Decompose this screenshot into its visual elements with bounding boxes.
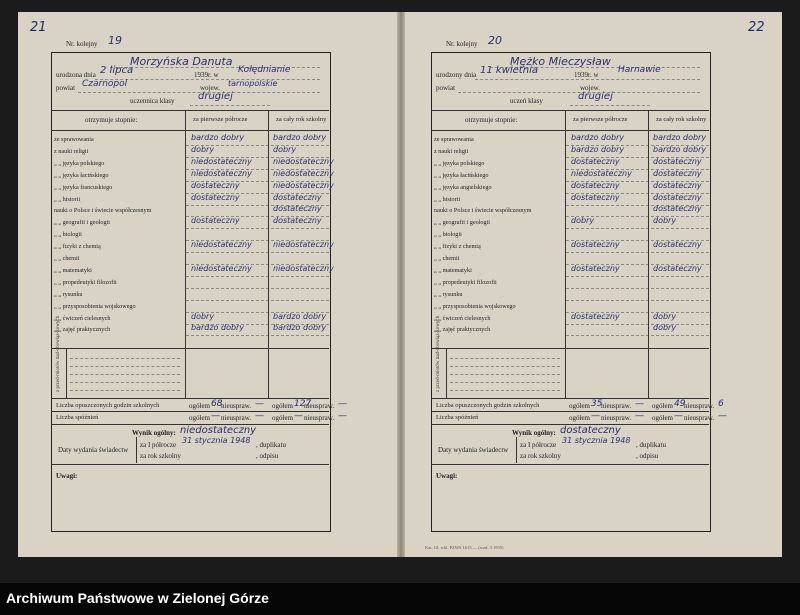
optional-top-line	[51, 348, 329, 349]
record-frame	[431, 52, 711, 532]
grade-first-half: niedostateczny	[191, 168, 252, 178]
late-total: —	[591, 411, 600, 422]
student-name: Mężko Mieczysław	[510, 55, 611, 68]
remarks-top-line	[431, 464, 709, 465]
birth-date: 2 lipca	[100, 65, 134, 76]
born-underline	[95, 79, 320, 80]
subject-label: „ „ geografii i geologii	[54, 219, 111, 227]
class-underline	[570, 105, 650, 106]
subject-label: z nauki religii	[54, 147, 89, 155]
row-divider	[566, 324, 709, 325]
grade-full-year: dostateczny	[653, 263, 702, 273]
subject-label: „ „ języka angielskiego	[434, 183, 492, 191]
subject-label: „ „ ćwiczeń cielesnych	[434, 314, 491, 322]
grade-full-year: dostateczny	[653, 192, 702, 202]
total-label: ogółem	[272, 414, 293, 423]
optional-row	[70, 374, 180, 375]
column-line-2	[648, 110, 649, 398]
optional-row	[70, 390, 180, 391]
grade-first-half: bardzo dobry	[191, 323, 245, 333]
absence-unexcused: —	[338, 399, 347, 410]
record-frame	[51, 52, 331, 532]
result-value: niedostateczny	[180, 425, 257, 437]
optional-row	[450, 358, 560, 359]
nr-label: Nr. kolejny	[66, 40, 98, 48]
row-divider	[186, 300, 329, 301]
powiat-value: Czarnopol	[82, 79, 128, 89]
subject-label: „ „ matematyki	[434, 266, 472, 274]
grade-first-half: dostateczny	[571, 240, 620, 250]
year-date-label: za rok szkolny	[520, 452, 561, 461]
row-divider	[566, 228, 709, 229]
birth-year-label: 1939r. w	[574, 71, 599, 79]
subject-label: „ „ chemii	[434, 255, 460, 262]
archive-caption: Archiwum Państwowe w Zielonej Górze	[6, 590, 269, 606]
subject-label: „ „ języka francuskiego	[54, 183, 113, 191]
header-full-year: za cały rok szkolny	[656, 116, 707, 123]
absence-top-line	[51, 398, 329, 399]
subject-label: „ „ propedeutyki filozofii	[54, 278, 117, 286]
subject-label: „ „ matematyki	[54, 266, 92, 274]
row-divider	[186, 276, 329, 277]
first-half-date: 31 stycznia 1948	[182, 436, 251, 446]
grade-full-year: dobry	[273, 144, 297, 154]
birth-date: 11 kwietnia	[480, 65, 538, 76]
caption-bar	[0, 583, 800, 615]
grade-first-half: dobry	[571, 216, 595, 226]
birth-year-label: 1939r. w	[194, 71, 219, 79]
result-value: dostateczny	[560, 425, 621, 437]
header-subjects: otrzymuje stopnie:	[85, 116, 138, 124]
first-half-date-label: za I półrocze	[140, 441, 177, 450]
grade-first-half: dobry	[191, 311, 215, 321]
subject-label: „ „ rysunku	[54, 290, 83, 298]
absence-mid-line	[51, 411, 329, 412]
header-bottom-line	[51, 130, 329, 131]
grade-first-half: dobry	[191, 144, 215, 154]
grade-first-half: dostateczny	[571, 180, 620, 190]
class-value: drugiej	[578, 91, 613, 102]
total-label: ogółem	[272, 402, 293, 411]
table-top-line	[51, 110, 329, 111]
header-subjects: otrzymuje stopnie:	[465, 116, 518, 124]
row-divider	[186, 228, 329, 229]
row-divider	[566, 288, 709, 289]
absence-total: 127	[294, 399, 312, 410]
grade-full-year: bardzo dobry	[273, 323, 327, 333]
subject-label: „ „ języka łacińskiego	[434, 171, 489, 179]
subject-label: „ „ rysunku	[434, 290, 463, 298]
total-label: ogółem	[652, 402, 673, 411]
optional-row	[450, 374, 560, 375]
grade-first-half: niedostateczny	[191, 156, 252, 166]
unexcused-label: nieuspraw.	[304, 414, 335, 423]
born-underline	[475, 79, 700, 80]
result-label: Wynik ogólny:	[132, 429, 176, 438]
late-unexcused: —	[718, 411, 727, 422]
remarks-label: Uwagi:	[56, 472, 78, 481]
total-label: ogółem	[189, 402, 210, 411]
dates-divider	[136, 437, 137, 463]
header-first-half: za pierwsze półrocze	[193, 116, 248, 123]
copy-label: , odpisu	[256, 452, 279, 461]
grade-full-year: dostateczny	[653, 204, 702, 214]
subject-label: „ „ języka polskiego	[434, 159, 485, 167]
grade-full-year: bardzo dobry	[273, 311, 327, 321]
subject-label: ze sprawowania	[54, 136, 94, 143]
row-divider	[566, 335, 709, 336]
powiat-label: powiat	[436, 84, 456, 92]
subject-label: „ „ zajęć praktycznych	[434, 326, 491, 334]
grade-full-year: dobry	[653, 216, 677, 226]
grade-full-year: bardzo dobry	[273, 133, 327, 142]
unexcused-label: nieuspraw.	[221, 414, 252, 423]
subject-label: „ „ zajęć praktycznych	[54, 326, 111, 334]
total-label: ogółem	[652, 414, 673, 423]
nr-value: 19	[108, 34, 122, 47]
subject-label: nauki o Polsce i świecie współczesnym	[54, 207, 152, 215]
column-line-1	[185, 110, 186, 398]
subject-label: „ „ chemii	[54, 255, 80, 262]
born-label: urodzona dnia	[56, 71, 96, 79]
result-label: Wynik ogólny:	[512, 429, 556, 438]
duplicate-label: , duplikatu	[256, 441, 286, 450]
unexcused-label: nieuspraw.	[601, 402, 632, 411]
grade-full-year: niedostateczny	[273, 168, 334, 178]
grade-first-half: bardzo dobry	[191, 133, 245, 142]
absence-unexcused: —	[255, 399, 264, 410]
grade-first-half: bardzo dobry	[571, 133, 625, 142]
optional-top-line	[431, 348, 709, 349]
grade-full-year: dobry	[653, 311, 677, 321]
grade-full-year: dostateczny	[273, 204, 322, 214]
optional-side-label: z przed-miotów nad-obowiąz-kowych	[56, 316, 61, 393]
subject-label: „ „ biologii	[434, 231, 462, 239]
class-value: drugiej	[198, 91, 233, 102]
grade-first-half: bardzo dobry	[571, 144, 625, 154]
grade-full-year: niedostateczny	[273, 180, 334, 190]
late-unexcused: —	[338, 411, 347, 422]
grade-full-year: dostateczny	[273, 192, 322, 202]
page-number: 21	[30, 20, 47, 35]
grade-full-year: niedostateczny	[273, 263, 334, 273]
absence-mid-line	[431, 411, 709, 412]
optional-row	[70, 358, 180, 359]
grade-first-half: dostateczny	[571, 156, 620, 166]
grade-full-year: dostateczny	[273, 216, 322, 226]
late-unexcused: —	[255, 411, 264, 422]
born-label: urodzony dnia	[436, 71, 477, 79]
grade-first-half: niedostateczny	[191, 240, 252, 250]
class-label: uczeń klasy	[510, 97, 543, 105]
grade-full-year: dostateczny	[653, 168, 702, 178]
nr-value: 20	[488, 34, 502, 47]
grade-full-year: dostateczny	[653, 180, 702, 190]
remarks-top-line	[51, 464, 329, 465]
birth-place: Harnawie	[618, 65, 661, 75]
subject-label: „ „ biologii	[54, 231, 82, 239]
page-number: 22	[748, 20, 765, 35]
subject-label: „ „ historii	[434, 195, 461, 203]
optional-row	[450, 390, 560, 391]
total-label: ogółem	[569, 414, 590, 423]
optional-side-label: z przed-miotów nad-obowiąz-kowych	[436, 316, 441, 393]
dates-label: Daty wydania świadectw	[58, 446, 129, 455]
header-full-year: za cały rok szkolny	[276, 116, 327, 123]
row-divider	[186, 288, 329, 289]
header-bottom-line	[431, 130, 709, 131]
grade-full-year: dobry	[653, 323, 677, 333]
subject-label: „ „ fizyki z chemią	[54, 243, 101, 251]
subject-label: „ „ języka łacińskiego	[54, 171, 109, 179]
grade-first-half: dostateczny	[191, 216, 240, 226]
wojew-value: tarnopolskie	[228, 79, 278, 88]
optional-side-line	[446, 348, 447, 398]
unexcused-label: nieuspraw.	[221, 402, 252, 411]
row-divider	[186, 335, 329, 336]
first-half-date: 31 stycznia 1948	[562, 436, 631, 446]
absence-top-line	[431, 398, 709, 399]
class-underline	[190, 105, 270, 106]
grade-full-year: bardzo dobry	[653, 144, 707, 154]
grade-full-year: niedostateczny	[273, 156, 334, 166]
absence-unexcused: —	[635, 399, 644, 410]
subject-label: „ „ geografii i geologii	[434, 219, 491, 227]
table-top-line	[431, 110, 709, 111]
optional-side-line	[66, 348, 67, 398]
dates-label: Daty wydania świadectw	[438, 446, 509, 455]
subject-label: „ „ propedeutyki filozofii	[434, 278, 497, 286]
subject-label: „ „ fizyki z chemią	[434, 243, 481, 251]
optional-row	[70, 366, 180, 367]
row-divider	[566, 252, 709, 253]
subject-label: „ „ historii	[54, 195, 81, 203]
grade-full-year: niedostateczny	[273, 240, 334, 250]
subject-label: „ „ języka polskiego	[54, 159, 105, 167]
absence-total: 35	[591, 399, 603, 410]
total-label: ogółem	[189, 414, 210, 423]
optional-row	[450, 382, 560, 383]
grade-first-half: dostateczny	[571, 192, 620, 202]
late-total: —	[674, 411, 683, 422]
grade-first-half: niedostateczny	[191, 263, 252, 273]
form-print-code: Kat. Gl. wkl. PZWS 1615 — (wzd. 3 1935)	[425, 545, 504, 550]
grade-full-year: dostateczny	[653, 156, 702, 166]
subject-label: „ „ ćwiczeń cielesnych	[54, 314, 111, 322]
header-first-half: za pierwsze półrocze	[573, 116, 628, 123]
grade-full-year: dostateczny	[653, 240, 702, 250]
absence-total: 49	[674, 399, 686, 410]
nr-label: Nr. kolejny	[446, 40, 478, 48]
total-label: ogółem	[569, 402, 590, 411]
row-divider	[566, 300, 709, 301]
grade-full-year: bardzo dobry	[653, 133, 707, 142]
grade-first-half: dostateczny	[191, 192, 240, 202]
grade-first-half: niedostateczny	[571, 168, 632, 178]
grade-first-half: dostateczny	[191, 180, 240, 190]
unexcused-label: nieuspraw.	[601, 414, 632, 423]
absence-label: Liczba opuszczonych godzin szkolnych	[436, 402, 540, 410]
subject-label: „ „ przysposobienia wojskowego	[54, 302, 136, 310]
grade-first-half: dostateczny	[571, 311, 620, 321]
dates-divider	[516, 437, 517, 463]
book-spine	[397, 12, 405, 557]
subject-label: ze sprawowania	[434, 136, 474, 143]
birth-place: Kołędnianie	[238, 65, 291, 75]
column-line-1	[565, 110, 566, 398]
duplicate-label: , duplikatu	[636, 441, 666, 450]
absence-unexcused: 6	[718, 399, 724, 410]
late-label: Liczba spóźnień	[56, 414, 99, 422]
year-date-label: za rok szkolny	[140, 452, 181, 461]
unexcused-label: nieuspraw.	[684, 402, 715, 411]
wojew-label: wojew.	[200, 84, 220, 92]
optional-row	[450, 366, 560, 367]
copy-label: , odpisu	[636, 452, 659, 461]
class-label: uczennica klasy	[130, 97, 175, 105]
column-line-2	[268, 110, 269, 398]
absence-label: Liczba opuszczonych godzin szkolnych	[56, 402, 160, 410]
row-divider	[186, 252, 329, 253]
late-total: —	[294, 411, 303, 422]
unexcused-label: nieuspraw.	[304, 402, 335, 411]
unexcused-label: nieuspraw.	[684, 414, 715, 423]
absence-total: 68	[211, 399, 223, 410]
row-divider	[566, 276, 709, 277]
student-name: Morzyńska Danuta	[130, 55, 233, 68]
wojew-label: wojew.	[580, 84, 600, 92]
grade-first-half: dostateczny	[571, 263, 620, 273]
subject-label: z nauki religii	[434, 147, 469, 155]
late-unexcused: —	[635, 411, 644, 422]
optional-row	[70, 382, 180, 383]
remarks-label: Uwagi:	[436, 472, 458, 481]
late-total: —	[211, 411, 220, 422]
subject-label: „ „ przysposobienia wojskowego	[434, 302, 516, 310]
powiat-label: powiat	[56, 84, 76, 92]
subject-label: nauki o Polsce i świecie współczesnym	[434, 207, 532, 215]
first-half-date-label: za I półrocze	[520, 441, 557, 450]
late-label: Liczba spóźnień	[436, 414, 479, 422]
